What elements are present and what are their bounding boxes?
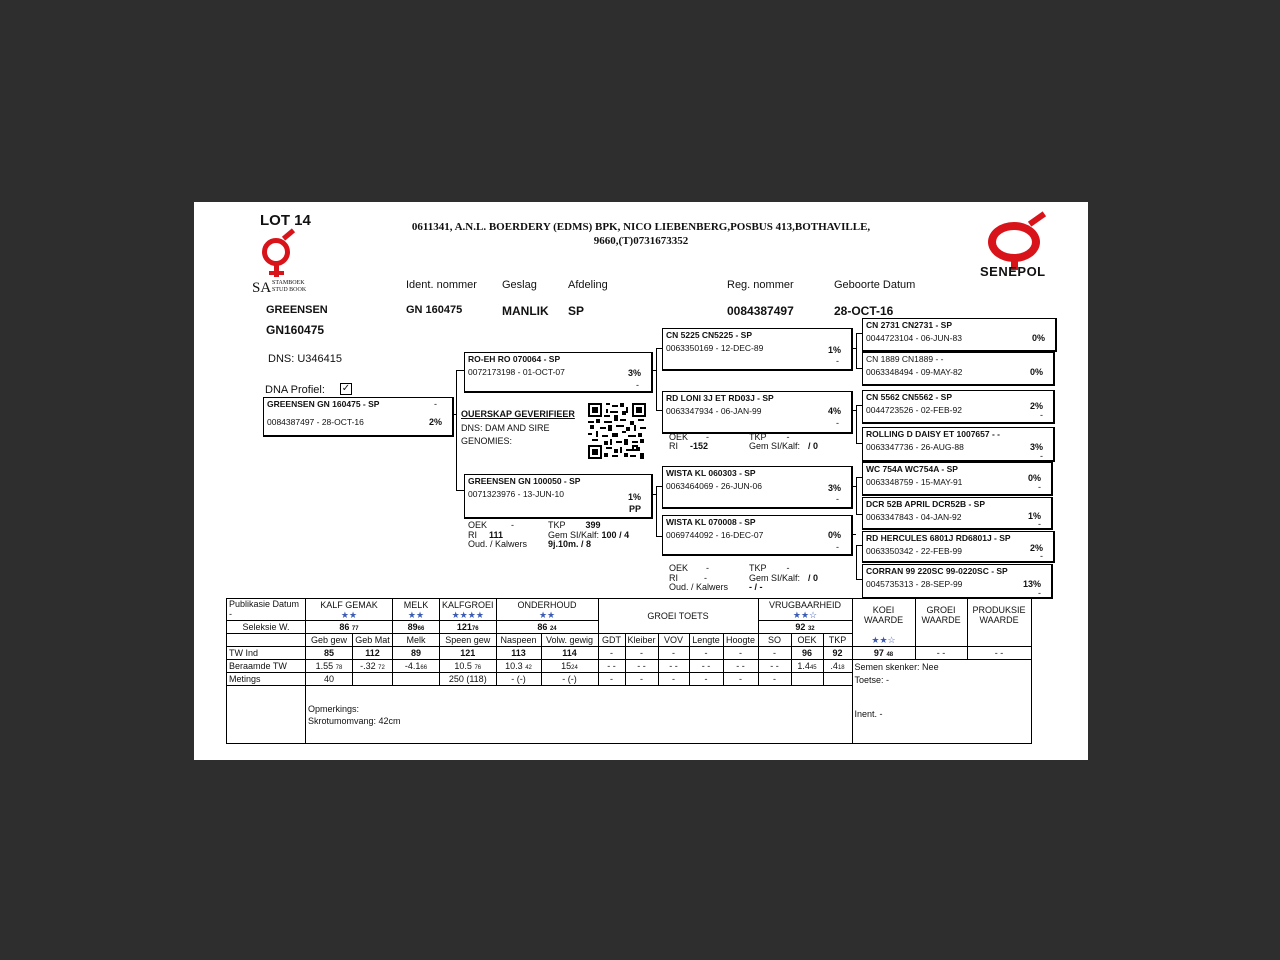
col-volw-gewig: Volw. gewig: [541, 634, 598, 647]
semen-notes-cell: Semen skenker: Nee Toetse: - Inent. -: [852, 660, 1031, 744]
great-grandparent-box-6: DCR 52B APRIL DCR52B - SP 0063347843 - 04-JAN-92 1% -: [862, 497, 1053, 530]
col-tkp: TKP: [823, 634, 852, 647]
parentage-title: OUERSKAP GEVERIFIEER: [461, 409, 575, 419]
vrugbaarheid-header: VRUGBAARHEID ★★☆: [758, 599, 852, 621]
self-reg: 0084387497 - 28-OCT-16: [267, 417, 364, 427]
self-box: [263, 397, 454, 437]
sa-logo-text: STAMBOEK STUD BOOK: [272, 280, 307, 293]
sire-pct: 3%: [627, 368, 641, 378]
tw-row: TW Ind 85 112 89 121 113 114 - - - - - - 96 92 97 48 - - - -: [227, 647, 1032, 660]
gp4-stats-right: TKP - Gem SI/Kalf: / 0 - / -: [749, 563, 819, 592]
kalfgroei-header: KALFGROEI ★★★★: [440, 599, 497, 621]
afdeling-value: SP: [568, 304, 585, 318]
sire-dash: -: [636, 380, 639, 390]
label-afdeling: Afdeling: [568, 279, 608, 291]
dam-pp: PP: [628, 504, 641, 514]
dam-stats-labels: OEK - RI 111 Oud. / Kalwers: [468, 520, 528, 549]
self-name: GREENSEN GN 160475 - SP: [267, 399, 380, 409]
kalf-gemak-value: 86 77: [306, 621, 393, 634]
dna-profile-label: DNA Profiel:: [265, 384, 325, 396]
metings-row: Metings 40 250 (118) - (-) - (-) - - - - - -: [227, 673, 1032, 686]
geboorte-value: 28-OCT-16: [834, 304, 894, 318]
brand-name: SENEPOL: [980, 264, 1046, 279]
sa-logo-letters: SA: [252, 280, 272, 296]
col-lengte: Lengte: [689, 634, 723, 647]
great-grandparent-box-3: CN 5562 CN5562 - SP 0044723526 - 02-FEB-92 2% -: [862, 390, 1055, 424]
ident-value: GN 160475: [406, 304, 463, 316]
seleksie-label: Seleksie W.: [227, 621, 306, 634]
dam-name: GREENSEN GN 100050 - SP: [468, 476, 581, 486]
great-grandparent-box-7: RD HERCULES 6801J RD6801J - SP 0063350342 - 22-FEB-99 2% -: [862, 531, 1055, 563]
performance-table: [226, 598, 1032, 744]
melk-header: MELK ★★: [393, 599, 440, 621]
col-melk: Melk: [393, 634, 440, 647]
col-geb-gew: Geb gew: [306, 634, 353, 647]
koei-waarde-header: KOEI WAARDE ★★☆: [852, 599, 915, 647]
col-oek: OEK: [791, 634, 823, 647]
great-grandparent-box-8: CORRAN 99 220SC 99-0220SC - SP 0045735313 - 28-SEP-99 13% -: [862, 564, 1053, 599]
dna-profile-checkbox[interactable]: ✓: [341, 383, 351, 394]
label-geslag: Geslag: [502, 279, 537, 291]
geslag-value: MANLIK: [502, 304, 549, 318]
label-reg: Reg. nommer: [727, 279, 794, 291]
label-geboorte: Geboorte Datum: [834, 279, 916, 291]
col-speen-gew: Speen gew: [440, 634, 497, 647]
col-hoogte: Hoogte: [723, 634, 758, 647]
parentage-genomics: GENOMIES:: [461, 436, 513, 446]
onderhoud-header: ONDERHOUD ★★: [496, 599, 598, 621]
gp2-stats-right: TKP - Gem SI/Kalf: / 0: [749, 432, 819, 451]
animal-id-code: GN160475: [266, 323, 325, 337]
grandparent-box-1: CN 5225 CN5225 - SP 0063350169 - 12-DEC-89 1% -: [662, 328, 853, 371]
sire-reg: 0072173198 - 01-OCT-07: [468, 367, 565, 377]
col-naspeen: Naspeen: [496, 634, 541, 647]
great-grandparent-box-2: CN 1889 CN1889 - - 0063348494 - 09-MAY-82 0%: [862, 352, 1055, 386]
groei-toets-header: GROEI TOETS: [598, 599, 758, 634]
self-pct: 2%: [428, 417, 442, 427]
gp4-stats-left: OEK - RI - Oud. / Kalwers: [669, 563, 729, 592]
col-so: SO: [758, 634, 791, 647]
senepol-logo: [984, 212, 1054, 270]
col-geb-mat: Geb Mat: [353, 634, 393, 647]
produksie-waarde-header: PRODUKSIE WAARDE: [967, 599, 1031, 647]
col-vov: VOV: [658, 634, 689, 647]
groei-waarde-header: GROEI WAARDE: [915, 599, 967, 647]
col-kleiber: Kleiber: [625, 634, 658, 647]
reg-value: 0084387497: [727, 304, 794, 318]
melk-value: 8966: [393, 621, 440, 634]
dam-reg: 0071323976 - 13-JUN-10: [468, 489, 564, 499]
owner-address: 0611341, A.N.L. BOERDERY (EDMS) BPK, NICO LIEBENBERG,POSBUS 413,BOTHAVILLE, 9660,(T)0731673352: [411, 221, 871, 247]
label-ident: Ident. nommer: [406, 279, 477, 291]
kalf-gemak-header: KALF GEMAK ★★: [306, 599, 393, 621]
great-grandparent-box-4: ROLLING D DAISY ET 1007657 - - 0063347736 - 26-AUG-88 3% -: [862, 427, 1055, 462]
great-grandparent-box-1: CN 2731 CN2731 - SP 0044723104 - 06-JUN-83 0%: [862, 318, 1057, 352]
grandparent-box-3: WISTA KL 060303 - SP 0063464069 - 26-JUN-06 3% -: [662, 466, 853, 509]
dam-box: [464, 474, 653, 519]
col-gdt: GDT: [598, 634, 625, 647]
animal-name: GREENSEN: [266, 304, 328, 316]
grandparent-box-2: RD LONI 3J ET RD03J - SP 0063347934 - 06-JAN-99 4% -: [662, 391, 853, 434]
sire-box: [464, 352, 653, 393]
dam-stats-values: TKP 399 Gem SI/Kalf: 100 / 4 9j.10m. / 8: [548, 520, 630, 549]
kalfgroei-value: 12176: [440, 621, 497, 634]
gp2-stats-left: OEK - RI -152: [669, 432, 710, 451]
dam-pct: 1%: [627, 492, 641, 502]
pub-date-cell: Publikasie Datum -: [227, 599, 306, 621]
grandparent-box-4: WISTA KL 070008 - SP 0069744092 - 16-DEC-07 0% -: [662, 515, 853, 556]
opmerkings-cell: Opmerkings: Skrotumomvang: 42cm: [306, 686, 853, 744]
sire-name: RO-EH RO 070064 - SP: [468, 354, 561, 364]
self-dash: -: [434, 399, 437, 409]
dns-value: DNS: U346415: [268, 353, 342, 365]
onderhoud-value: 86 24: [496, 621, 598, 634]
vrugbaarheid-value: 92 32: [758, 621, 852, 634]
beraamde-tw-row: Beraamde TW 1.55 78 -.32 72 -4.166 10.5 76 10.3 42 1524 - - - - - - - - - - - - 1.445 .418 Semen skenker: Nee Toetse: - Inent. -: [227, 660, 1032, 673]
qr-code: [588, 403, 646, 459]
great-grandparent-box-5: WC 754A WC754A - SP 0063348759 - 15-MAY-91 0% -: [862, 462, 1053, 496]
parentage-dns: DNS: DAM AND SIRE: [461, 423, 550, 433]
lot-number: LOT 14: [260, 212, 311, 229]
pedigree-sheet: [194, 202, 1088, 760]
